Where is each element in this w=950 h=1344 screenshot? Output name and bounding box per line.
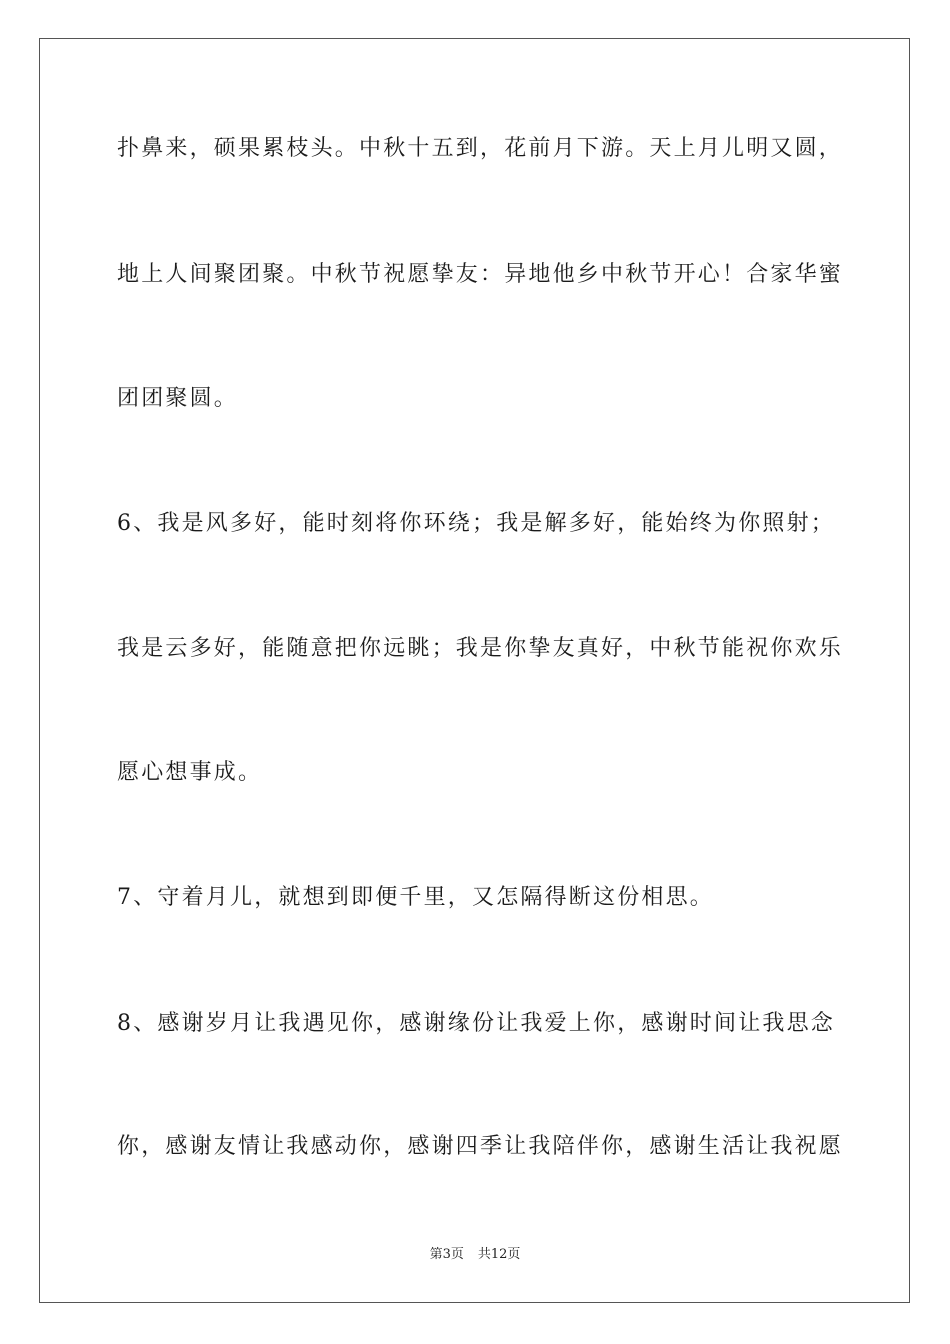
text-line: 6、我是风多好，能时刻将你环绕；我是解多好，能始终为你照射； [117,511,835,536]
page-frame [39,38,910,1303]
text-line: 8、感谢岁月让我遇见你，感谢缘份让我爱上你，感谢时间让我思念 [117,1011,835,1036]
text-line: 你，感谢友情让我感动你，感谢四季让我陪伴你，感谢生活让我祝愿 [117,1134,844,1159]
text-line: 团团聚圆。 [117,386,239,411]
page-total: 共12页 [477,1247,521,1262]
page-footer [0,1247,950,1263]
text-line: 扑鼻来，硕果累枝头。中秋十五到，花前月下游。天上月儿明又圆， [117,136,844,161]
text-line: 地上人间聚团聚。中秋节祝愿挚友：异地他乡中秋节开心！合家华蜜 [117,262,844,287]
text-line: 我是云多好，能随意把你远眺；我是你挚友真好，中秋节能祝你欢乐 [117,636,844,661]
text-line: 7、守着月儿，就想到即便千里，又怎隔得断这份相思。 [117,885,714,910]
page-number: 第3页 [429,1247,464,1262]
text-line: 愿心想事成。 [117,760,263,785]
